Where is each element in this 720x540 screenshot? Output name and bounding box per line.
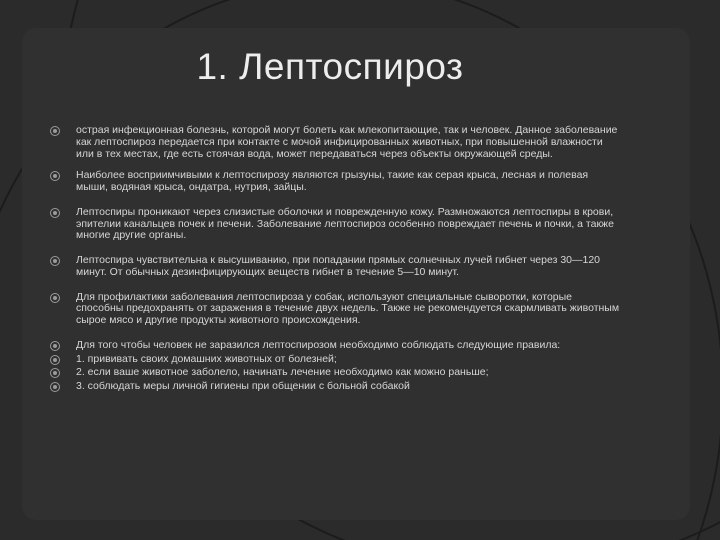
bullet-icon <box>50 341 60 351</box>
bullet-icon <box>50 256 60 266</box>
bullet-icon <box>50 293 60 303</box>
list-item <box>50 207 620 242</box>
list-item <box>50 340 620 352</box>
list-item <box>50 170 620 194</box>
list-item-text: Лептоспира чувствительна к высушиванию, при попадании прямых солнечных лучей гибнет через 30—120 минут. От обычных дезинфицирующих веществ гибнет в течение 5—10 минут. <box>76 254 601 278</box>
list-item <box>50 367 620 379</box>
bullet-list <box>50 125 620 393</box>
list-item <box>50 292 620 327</box>
bullet-icon <box>50 382 60 392</box>
list-item-text: 3. соблюдать меры личной гигиены при общении с больной собакой <box>76 380 410 392</box>
bullet-icon <box>50 368 60 378</box>
list-item-text: Для того чтобы человек не заразился лептоспирозом необходимо соблюдать следующие правила: <box>76 338 561 351</box>
bullet-icon <box>50 208 60 218</box>
bullet-icon <box>50 355 60 365</box>
list-item-text: Наиболее восприимчивыми к лептоспирозу являются грызуны, такие как серая крыса, лесная и полевая мыши, водяная крыса, ондатра, нутрия, зайцы. <box>76 169 589 193</box>
list-item <box>50 354 620 366</box>
list-item <box>50 381 620 393</box>
list-item-text: острая инфекционная болезнь, которой могут болеть как млекопитающие, так и человек. Данное заболевание как лептоспироз передается при контакте с мочой инфицированных животных, при повышенной влажности или в тех местах, где есть стоячая вода, может передаваться через объекты окружающей среды. <box>76 124 618 160</box>
list-item <box>50 125 620 160</box>
list-item-text: 2. если ваше животное заболело, начинать лечение необходимо как можно раньше; <box>76 366 489 379</box>
list-item-text: Лептоспиры проникают через слизистые оболочки и поврежденную кожу. Размножаются лептоспиры в крови, эпителии канальцев почек и печени. Заболевание лептоспироз особенно повреждает печень и почки, а также многие другие органы. <box>76 205 614 242</box>
list-item-text: 1. прививать своих домашних животных от болезней; <box>76 352 337 365</box>
bullet-icon <box>50 171 60 181</box>
bullet-icon <box>50 126 60 136</box>
list-item-text: Для профилактики заболевания лептоспироза у собак, используют специальные сыворотки, которые способны предохранять от заражения в течение двух недель. Также не рекомендуется скармливать животным сырое мясо и другие продукты животного происхождения. <box>76 290 620 326</box>
slide-title: 1. Лептоспироз <box>196 46 464 87</box>
list-item <box>50 255 620 279</box>
